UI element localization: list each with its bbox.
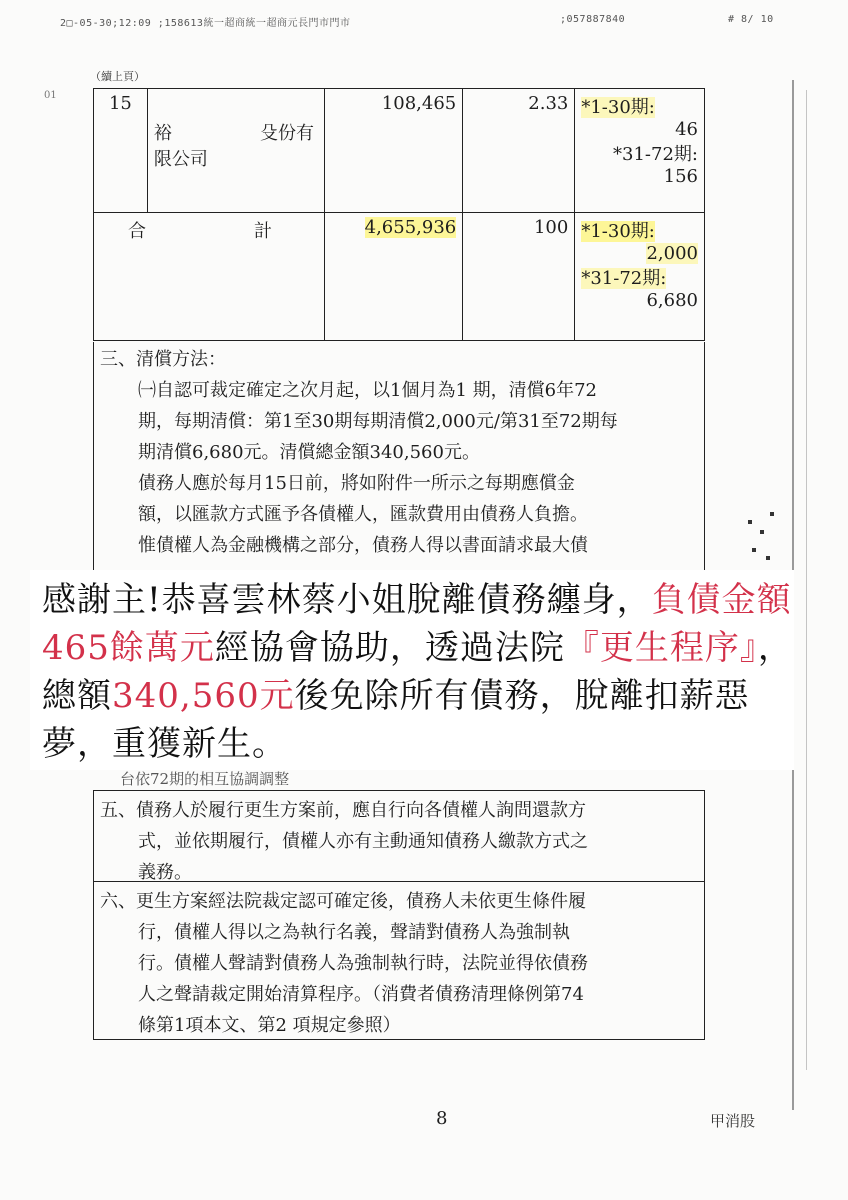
section3-line: 期，每期清償：第1至30期每期清償2,000元/第31至72期每 [138,411,618,432]
testimonial-overlay [30,570,794,770]
total-label: 合 計 [94,213,325,341]
table-row-creditor-15 [94,89,705,213]
testimonial-procedure: 『更生程序』 [564,628,758,668]
creditor-name [147,89,324,213]
total-period1-label: *1-30期: [581,221,655,242]
fax-header-left: 2□-05-30;12:09 ;158613統一超商統一超商元長門市門市 [60,18,351,29]
section6-line: 人之聲請裁定開始清算程序。（消費者債務清理條例第74 [138,984,584,1005]
section6-line: 行。債權人聲請對債務人為強制執行時，法院並得依債務 [138,953,588,974]
table-row-total [94,213,705,341]
testimonial-seg3: 經協會協助，透過法院 [214,628,565,668]
section6-line: 六、更生方案經法院裁定認可確定後，債務人未依更生條件履 [100,891,586,912]
department-stamp: 甲消股 [710,1112,756,1130]
page-number: 8 [436,1108,448,1129]
total-installments [575,213,705,341]
section3-line: ㈠自認可裁定確定之次月起，以1個月為1 期，清償6年72 [138,380,597,401]
testimonial-debt-amount: 負債金額465餘萬元 [42,580,792,668]
scan-dot [766,556,770,560]
section-repayment-method [93,342,705,582]
period2-value: 156 [663,166,698,187]
section3-line: 惟債權人為金融機構之部分，債務人得以書面請求最大債 [138,535,588,556]
period1-label: *1-30期: [581,97,655,118]
section5-line: 義務。 [138,862,192,883]
scan-dot [770,512,774,516]
creditor-name-part1: 裕 [153,123,172,144]
testimonial-seg1: 感謝主!恭喜雲林蔡小姐脫離債務纏身， [42,580,652,620]
creditor-name-part2: 殳份有 [260,123,315,144]
section4-fragment: 台依72期的相互協調調整 [120,770,290,788]
section-six [93,882,705,1040]
fax-header-number: ;057887840 [560,14,626,25]
section3-line: 額，以匯款方式匯予各債權人，匯款費用由債務人負擔。 [138,504,588,525]
section-five [93,790,705,882]
testimonial-seg5: ，總額 [42,628,793,716]
testimonial-seg7: 後免除所有債務，脫離扣薪惡夢，重獲新生。 [42,676,750,764]
scan-edge-line-faint [806,90,807,1070]
total-amount: 4,655,936 [325,213,463,341]
section6-body [100,886,588,1041]
section5-line: 式，並依期履行，債權人亦有主動通知債務人繳款方式之 [138,831,588,852]
testimonial-text [42,576,794,768]
total-period1-value: 2,000 [646,243,698,264]
section5-body [100,795,588,888]
creditor-percent: 2.33 [463,89,575,213]
scan-dot [748,520,752,524]
testimonial-total: 340,560元 [112,676,295,716]
creditor-amount: 108,465 [325,89,463,213]
section6-line: 行，債權人得以之為執行名義，聲請對債務人為強制執 [138,922,570,943]
creditor-name-part3: 限公司 [153,149,208,170]
margin-mark: 01 [44,90,57,101]
total-period2-value: 6,680 [646,290,698,311]
creditor-number: 15 [94,89,148,213]
period1-value: 46 [675,119,698,140]
section3-line: 債務人應於每月15日前，將如附件一所示之每期應償金 [138,473,575,494]
creditor-table [93,88,705,341]
section3-heading: 三、清償方法： [100,349,226,370]
section3-line: 期清償6,680元。清償總金額340,560元。 [138,442,480,463]
period2-label: *31-72期: [613,144,698,165]
total-percent: 100 [463,213,575,341]
creditor-installments [575,89,705,213]
section3-body [138,375,618,561]
section6-line: 條第1項本文、第2 項規定參照） [138,1015,401,1036]
total-period2-label: *31-72期: [581,268,667,289]
section5-line: 五、債務人於履行更生方案前，應自行向各債權人詢問還款方 [100,800,586,821]
continued-note: （續上頁） [90,70,145,83]
scan-dot [760,530,764,534]
scan-dot [752,548,756,552]
fax-header-page: # 8/ 10 [728,14,774,25]
